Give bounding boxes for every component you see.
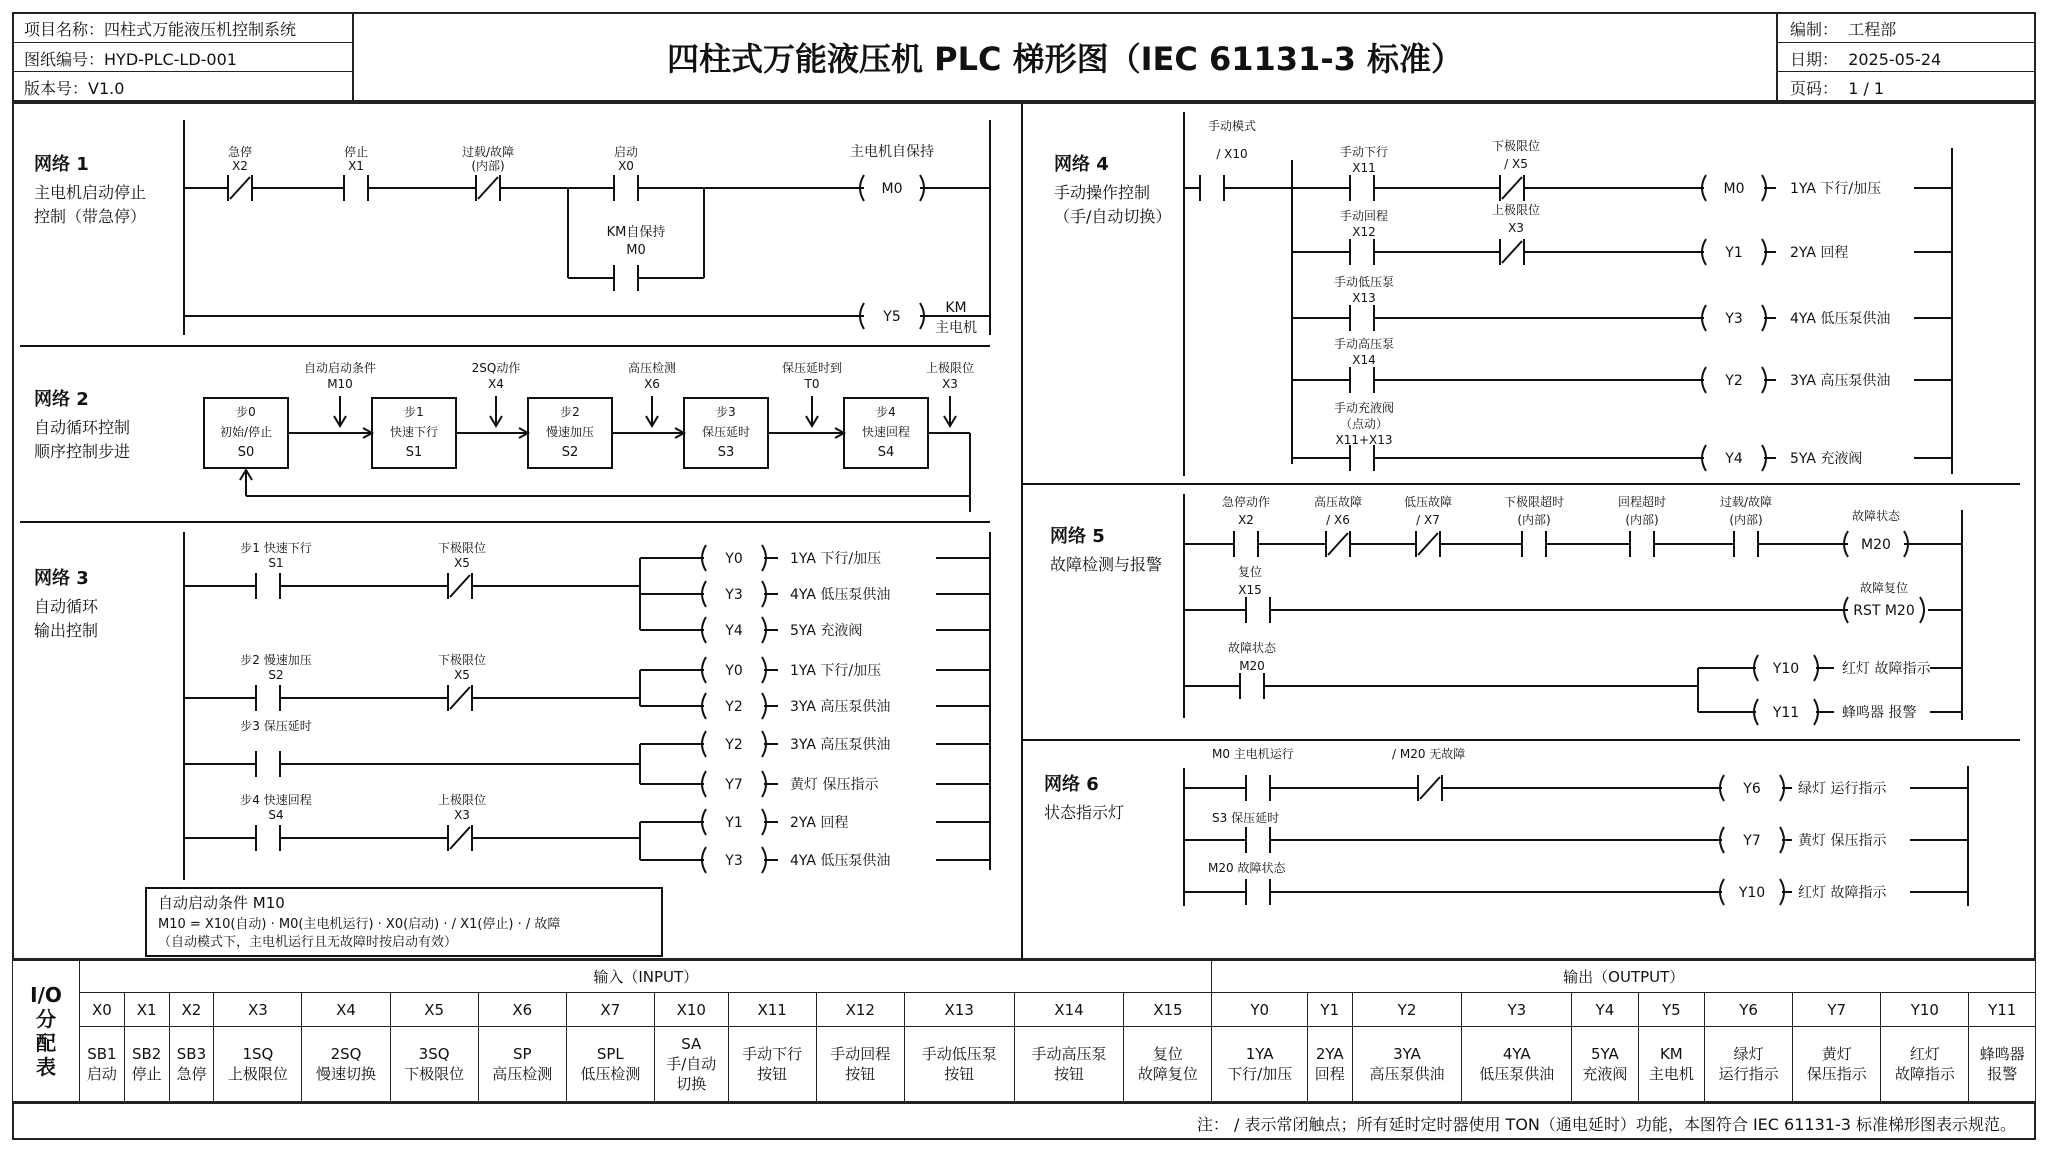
sfc-transition-label: 上极限位 [925, 361, 975, 375]
io-input-device: SB1 启动 [80, 1027, 125, 1102]
io-output-device: 1YA 下行/加压 [1212, 1027, 1307, 1102]
network-description: （手/自动切换） [1054, 207, 1172, 226]
coil-right [1920, 597, 1924, 623]
io-input-device: SA 手/自动 切换 [654, 1027, 728, 1102]
contact-nc-slash [230, 177, 250, 199]
date: 日期： 2025-05-24 [1790, 50, 1942, 69]
contact-label: M20 故障状态 [1208, 861, 1286, 875]
contact-address: X14 [1352, 353, 1376, 367]
coil-description: KM [945, 300, 967, 316]
contact-nc-slash [1418, 533, 1438, 555]
io-input-device: SB2 停止 [124, 1027, 169, 1102]
page-title: 四柱式万能液压机 PLC 梯形图（IEC 61131-3 标准） [666, 40, 1464, 78]
sfc-transition-address: X4 [488, 377, 504, 391]
page-number: 页码： 1 / 1 [1790, 79, 1885, 98]
io-output-device: 蜂鸣器 报警 [1969, 1027, 2036, 1102]
io-input-address: X15 [1124, 993, 1212, 1027]
io-input-address: X2 [169, 993, 214, 1027]
io-input-device: 1SQ 上极限位 [214, 1027, 302, 1102]
network-title: 网络 4 [1054, 154, 1109, 175]
contact-label: 急停动作 [1221, 495, 1271, 509]
version-number: 版本号：V1.0 [24, 79, 125, 98]
project-name: 项目名称：四柱式万能液压机控制系统 [24, 20, 297, 39]
contact-label: 故障状态 [1227, 641, 1277, 655]
sfc-step-address: S0 [237, 445, 255, 460]
contact-label: 急停 [227, 145, 253, 159]
io-output-header: 输出（OUTPUT） [1212, 961, 2036, 993]
contact-label: 过载/故障 [461, 145, 515, 159]
coil-address: Y3 [725, 587, 743, 603]
io-input-address: X3 [214, 993, 302, 1027]
coil-address: Y7 [725, 777, 743, 793]
sfc-step-number: 步0 [236, 405, 256, 419]
io-output-device: 3YA 高压泵供油 [1352, 1027, 1462, 1102]
contact-address: X11+X13 [1335, 433, 1393, 447]
contact-label: 步1 快速下行 [240, 541, 312, 555]
io-input-device: 2SQ 慢速切换 [302, 1027, 390, 1102]
io-input-device: 手动下行 按钮 [728, 1027, 816, 1102]
coil-description: 绿灯 运行指示 [1798, 781, 1887, 797]
io-input-device: SP 高压检测 [478, 1027, 566, 1102]
contact-address: (内部) [1625, 513, 1659, 527]
editor: 编制： 工程部 [1790, 20, 1897, 39]
sfc-transition-address: T0 [804, 377, 820, 391]
io-input-address: X12 [816, 993, 904, 1027]
sfc-transition-label: 高压检测 [627, 361, 677, 375]
sfc-step-number: 步2 [560, 405, 580, 419]
contact-label: 手动高压泵 [1333, 337, 1395, 351]
sfc-step-number: 步4 [876, 405, 896, 419]
contact-address: / X10 [1216, 147, 1248, 161]
contact-label: 下极限超时 [1503, 495, 1565, 509]
contact-label: 过载/故障 [1719, 495, 1773, 509]
coil-description: 3YA 高压泵供油 [1790, 373, 1891, 389]
contact-nc-slash [450, 687, 470, 709]
contact-address: X0 [618, 159, 634, 173]
sfc-step-name: 初始/停止 [219, 425, 273, 439]
contact-address: S1 [268, 556, 284, 570]
io-input-address: X7 [566, 993, 654, 1027]
contact-nc-slash [1502, 241, 1522, 263]
m10-note: （自动模式下，主电机运行且无故障时按启动有效） [158, 935, 458, 950]
sfc-step-address: S1 [405, 445, 423, 460]
contact-nc-slash [450, 575, 470, 597]
coil-description: 黄灯 保压指示 [790, 777, 879, 793]
coil-description: 红灯 故障指示 [1842, 661, 1931, 677]
contact-label: 复位 [1237, 565, 1263, 579]
contact-nc-slash [1502, 177, 1522, 199]
network-description: 主电机启动停止 [34, 183, 147, 202]
sfc-step-address: S2 [561, 445, 579, 460]
coil-label: 故障复位 [1859, 581, 1909, 595]
io-input-address: X4 [302, 993, 390, 1027]
network-description: 状态指示灯 [1044, 803, 1125, 822]
coil-address: M0 [1723, 181, 1745, 197]
coil-description: 3YA 高压泵供油 [790, 737, 891, 753]
coil-address: Y1 [1725, 245, 1743, 261]
network-description: 顺序控制步进 [34, 442, 131, 461]
contact-label: 步4 快速回程 [240, 793, 312, 807]
coil-address: Y0 [725, 551, 743, 567]
io-input-address: X11 [728, 993, 816, 1027]
contact-nc-slash [450, 827, 470, 849]
contact-nc-slash [478, 177, 498, 199]
io-input-device: SPL 低压检测 [566, 1027, 654, 1102]
contact-label: 启动 [613, 145, 639, 159]
coil-description: 1YA 下行/加压 [790, 663, 882, 679]
io-output-address: Y5 [1638, 993, 1704, 1027]
io-output-address: Y11 [1969, 993, 2036, 1027]
contact-address: X15 [1238, 583, 1262, 597]
network-description: 自动循环 [34, 597, 99, 616]
contact-label: 下极限位 [437, 653, 487, 667]
io-output-address: Y0 [1212, 993, 1307, 1027]
coil-description: 1YA 下行/加压 [1790, 181, 1882, 197]
coil-address: Y2 [1725, 373, 1743, 389]
network-description: 控制（带急停） [34, 207, 147, 226]
contact-label: 停止 [343, 145, 369, 159]
sfc-step-name: 慢速加压 [545, 425, 595, 439]
contact-address: / X5 [1504, 157, 1528, 171]
network-description: 输出控制 [34, 621, 99, 640]
contact-nc-slash [1420, 777, 1440, 799]
sfc-step-name: 保压延时 [701, 425, 751, 439]
contact-label: 手动低压泵 [1333, 275, 1395, 289]
m10-title: 自动启动条件 M10 [158, 894, 285, 912]
coil-description: 黄灯 保压指示 [1798, 833, 1887, 849]
coil-description: 主电机 [935, 320, 977, 336]
footer-note: 注： / 表示常闭触点；所有延时定时器使用 TON（通电延时）功能，本图符合 IEC 61131-3 标准梯形图表示规范。 [1196, 1115, 2016, 1134]
contact-label: S3 保压延时 [1212, 811, 1280, 825]
coil-address: Y6 [1743, 781, 1761, 797]
contact-label: 手动回程 [1339, 209, 1389, 223]
io-output-address: Y1 [1307, 993, 1352, 1027]
contact-label: M0 主电机运行 [1212, 747, 1294, 761]
coil-description: 2YA 回程 [790, 815, 849, 831]
io-input-device: SB3 急停 [169, 1027, 214, 1102]
contact-label: 高压故障 [1313, 495, 1363, 509]
contact-address: S2 [268, 668, 284, 682]
sfc-transition-label: 2SQ动作 [471, 361, 521, 375]
coil-description: 5YA 充液阀 [790, 623, 863, 639]
coil-address: Y4 [725, 623, 743, 639]
io-input-device: 手动低压泵 按钮 [904, 1027, 1014, 1102]
coil-label: 主电机自保持 [850, 144, 934, 160]
sfc-step-address: S4 [877, 445, 895, 460]
contact-address: X11 [1352, 161, 1376, 175]
io-input-header: 输入（INPUT） [80, 961, 1212, 993]
sfc-step-name: 快速下行 [389, 425, 439, 439]
contact-address: X2 [1238, 513, 1254, 527]
contact-label: 回程超时 [1617, 495, 1667, 509]
io-input-device: 手动回程 按钮 [816, 1027, 904, 1102]
sfc-transition-address: X3 [942, 377, 958, 391]
io-input-address: X1 [124, 993, 169, 1027]
contact-label: 下极限位 [437, 541, 487, 555]
contact-label: 上极限位 [1491, 203, 1541, 217]
contact-address: X5 [454, 668, 470, 682]
contact-address: X12 [1352, 225, 1376, 239]
io-input-address: X0 [80, 993, 125, 1027]
io-output-address: Y6 [1705, 993, 1793, 1027]
sfc-step-address: S3 [717, 445, 735, 460]
contact-label: 步2 慢速加压 [240, 653, 312, 667]
contact-label: （点动） [1339, 417, 1389, 431]
coil-description: 4YA 低压泵供油 [1790, 311, 1891, 327]
io-output-device: 4YA 低压泵供油 [1462, 1027, 1572, 1102]
contact-address: X13 [1352, 291, 1376, 305]
contact-label: 低压故障 [1403, 495, 1453, 509]
coil-address: M0 [881, 181, 903, 197]
contact-address: X5 [454, 556, 470, 570]
io-output-device: KM 主电机 [1638, 1027, 1704, 1102]
contact-address: X2 [232, 159, 248, 173]
coil-address: Y3 [1725, 311, 1743, 327]
network-title: 网络 3 [34, 568, 89, 589]
coil-description: 2YA 回程 [1790, 245, 1849, 261]
network-title: 网络 2 [34, 389, 89, 410]
contact-address: X1 [348, 159, 364, 173]
io-input-address: X13 [904, 993, 1014, 1027]
contact-address: X3 [454, 808, 470, 822]
io-input-address: X10 [654, 993, 728, 1027]
io-input-address: X5 [390, 993, 478, 1027]
contact-address: M0 [626, 243, 646, 258]
contact-label: 手动下行 [1339, 145, 1389, 159]
network-title: 网络 1 [34, 154, 89, 175]
io-output-address: Y2 [1352, 993, 1462, 1027]
coil-label: 故障状态 [1851, 509, 1901, 523]
contact-address: (内部) [1517, 513, 1551, 527]
sfc-step-number: 步1 [404, 405, 424, 419]
contact-address: X3 [1508, 221, 1524, 235]
sfc-transition-label: 自动启动条件 [303, 361, 377, 375]
sfc-transition-label: 保压延时到 [781, 361, 843, 375]
coil-address: M20 [1861, 537, 1891, 553]
coil-description: 4YA 低压泵供油 [790, 853, 891, 869]
coil-description: 5YA 充液阀 [1790, 451, 1863, 467]
coil-description: 3YA 高压泵供油 [790, 699, 891, 715]
contact-label: 上极限位 [437, 793, 487, 807]
contact-label: KM自保持 [606, 225, 666, 240]
coil-address: Y7 [1743, 833, 1761, 849]
contact-address: (内部) [471, 159, 505, 173]
coil-address: Y2 [725, 699, 743, 715]
io-output-device: 红灯 故障指示 [1881, 1027, 1969, 1102]
network-description: 手动操作控制 [1054, 183, 1151, 202]
coil-address: Y4 [1725, 451, 1743, 467]
io-output-address: Y10 [1881, 993, 1969, 1027]
contact-label: 手动充液阀 [1333, 401, 1395, 415]
contact-address: / X6 [1326, 513, 1350, 527]
coil-description: 4YA 低压泵供油 [790, 587, 891, 603]
io-input-device: 手动高压泵 按钮 [1014, 1027, 1124, 1102]
network-title: 网络 6 [1044, 774, 1099, 795]
io-output-address: Y7 [1793, 993, 1881, 1027]
sfc-transition-address: M10 [327, 377, 353, 391]
coil-address: Y2 [725, 737, 743, 753]
coil-address: Y10 [1772, 661, 1800, 677]
contact-label: 步3 保压延时 [240, 719, 312, 733]
io-output-device: 5YA 充液阀 [1572, 1027, 1638, 1102]
coil-address: Y11 [1772, 705, 1800, 721]
network-description: 故障检测与报警 [1050, 555, 1163, 574]
network-description: 自动循环控制 [34, 418, 131, 437]
io-assignment-table [12, 960, 2036, 1102]
coil-address: Y0 [725, 663, 743, 679]
contact-address: M20 [1239, 659, 1265, 673]
io-input-address: X14 [1014, 993, 1124, 1027]
sfc-step-number: 步3 [716, 405, 736, 419]
contact-address: S4 [268, 808, 284, 822]
contact-address: (内部) [1729, 513, 1763, 527]
io-input-device: 3SQ 下极限位 [390, 1027, 478, 1102]
io-output-device: 2YA 回程 [1307, 1027, 1352, 1102]
reset-coil: RST M20 [1853, 603, 1915, 619]
coil-address: Y1 [725, 815, 743, 831]
io-output-address: Y4 [1572, 993, 1638, 1027]
io-output-device: 黄灯 保压指示 [1793, 1027, 1881, 1102]
coil-address: Y5 [883, 309, 901, 325]
contact-label: 手动模式 [1207, 119, 1257, 133]
coil-address: Y10 [1738, 885, 1766, 901]
drawing-number: 图纸编号：HYD-PLC-LD-001 [24, 50, 237, 69]
io-input-address: X6 [478, 993, 566, 1027]
coil-description: 蜂鸣器 报警 [1842, 705, 1917, 721]
io-table-title: I/O 分 配 表 [13, 961, 80, 1102]
contact-address: / X7 [1416, 513, 1440, 527]
network-title: 网络 5 [1050, 526, 1105, 547]
coil-address: Y3 [725, 853, 743, 869]
io-input-device: 复位 故障复位 [1124, 1027, 1212, 1102]
contact-label: 下极限位 [1491, 139, 1541, 153]
io-output-address: Y3 [1462, 993, 1572, 1027]
contact-nc-slash [1328, 533, 1348, 555]
sfc-transition-address: X6 [644, 377, 660, 391]
contact-label: / M20 无故障 [1392, 747, 1466, 761]
io-output-device: 绿灯 运行指示 [1705, 1027, 1793, 1102]
coil-description: 红灯 故障指示 [1798, 885, 1887, 901]
m10-formula: M10 = X10(自动) · M0(主电机运行) · X0(启动) · / X1(停止) · / 故障 [158, 917, 561, 932]
sfc-step-name: 快速回程 [861, 425, 911, 439]
coil-description: 1YA 下行/加压 [790, 551, 882, 567]
